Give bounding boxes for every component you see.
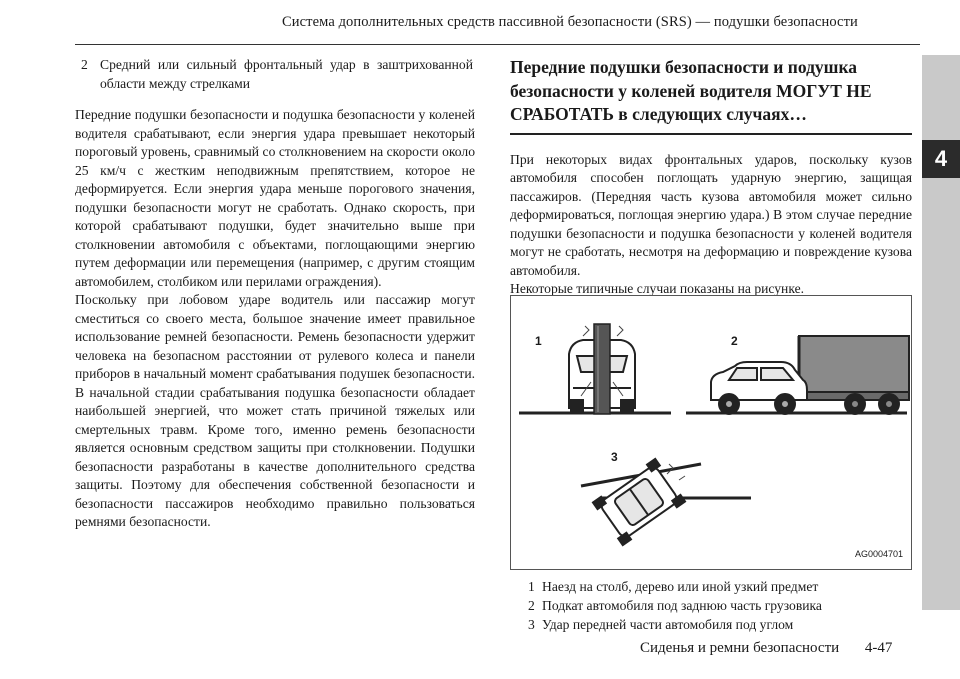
caption-number: 1 [528,579,535,594]
list-item [75,56,475,93]
caption-item [528,615,822,634]
paragraph-airbag-threshold: Передние подушки безопасности и подушка безопасности у коленей водителя срабатывают, если энергия удара превышает некоторый пороговый уровень, сравнимый со столкновением на скорости около 25 км/ч с жестким неподвижным препятствием, которое не деформируется. Если энергия удара меньше порогового значения, подушки безопасности могут не сработать. Однако скорость, при которой срабатывают подушки, будет значительно выше при столкновении автомобиля с объектами, поглощающими энергию путем деформации или перемещения (например, с другим стоящим автомобилем, столбиком или перилами ограждения). [75,107,475,289]
crash-cases-figure [510,295,912,570]
section-title: Передние подушки безопасности и подушка безопасности у коленей водителя МОГУТ НЕ СРАБОТАТЬ в следующих случаях… [510,57,872,124]
section-title-rule [510,133,912,135]
caption-item [528,577,822,596]
right-column [510,56,912,299]
figure-label-1: 1 [535,334,542,348]
caption-text: Удар передней части автомобиля под углом [542,617,794,632]
truck-rear [797,336,909,414]
car-side-view [711,362,807,414]
chapter-side-tab [922,55,960,610]
car-angled-view [593,459,685,545]
header-rule [75,44,920,45]
pole-obstacle [594,324,610,414]
figure-captions [528,577,822,634]
left-column [75,56,475,532]
caption-text: Наезд на столб, дерево или иной узкий предмет [542,579,819,594]
caption-number: 3 [528,617,535,632]
chapter-number-badge: 4 [922,140,960,178]
figure-code: AG0004701 [854,549,903,559]
figure-label-2: 2 [731,334,738,348]
figure-label-3: 3 [611,450,618,464]
list-item-text: Средний или сильный фронтальный удар в заштрихованной области между стрелками [100,57,473,91]
footer-section-title: Сиденья и ремни безопасности [640,640,840,656]
caption-number: 2 [528,598,535,613]
paragraph-typical-cases: Некоторые типичные случаи показаны на рисунке. [510,281,805,296]
caption-item [528,596,822,615]
page-footer [640,640,892,657]
paragraph-seatbelt-use: Поскольку при лобовом ударе водитель или пассажир могут сместиться со своего места, большое значение имеет правильное использование ремней безопасности. Ремень безопасности удержит человека на безопасном расстоянии от рулевого колеса и панели приборов в начальный момент срабатывания подушек безопасности. В начальной стадии срабатывания подушка безопасности обладает наибольшей энергией, что может стать причиной тяжелых или смертельных травм. Кроме того, именно ремень безопасности является основным средством защиты при столкновении. Подушки безопасности разработаны в качестве дополнительного средства защиты. Поэтому для обеспечения собственной безопасности и безопасности пассажиров необходимо правильно пользоваться ремнями безопасности. [75,292,475,529]
running-header: Система дополнительных средств пассивной безопасности (SRS) — подушки безопасности [282,14,858,30]
caption-text: Подкат автомобиля под заднюю часть грузовика [542,598,822,613]
paragraph-non-deployment: При некоторых видах фронтальных ударов, поскольку кузов автомобиля способен поглощать ударную энергию, защищая пассажиров. (Передняя часть кузова автомобиля может сильно деформироваться, поглощая энергию удара.) В этом случае передние подушки безопасности и подушка безопасности у коленей водителя могут не сработать, несмотря на деформацию и повреждение кузова автомобиля. [510,151,912,278]
list-item-number: 2 [81,57,88,72]
crash-illustration [511,296,911,569]
page-number: 4-47 [864,640,893,656]
